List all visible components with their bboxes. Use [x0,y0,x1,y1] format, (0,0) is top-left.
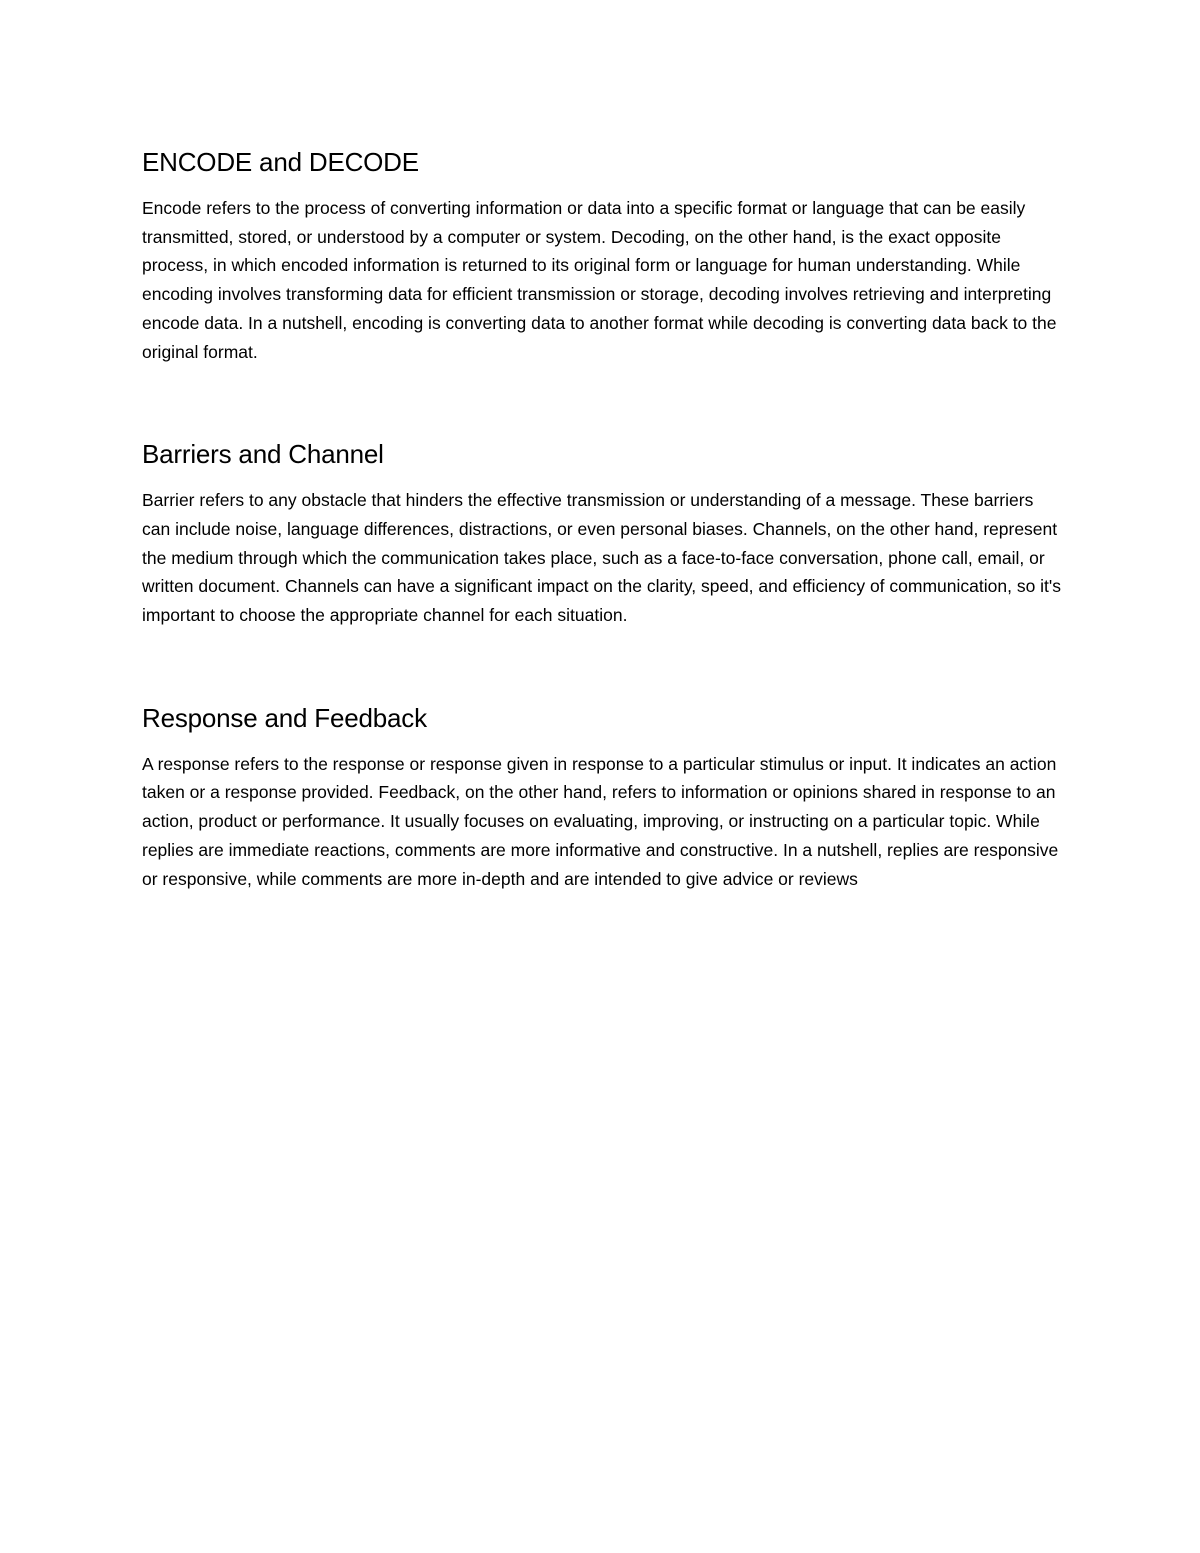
section-heading: ENCODE and DECODE [142,147,419,177]
section-response-feedback [142,694,1062,894]
section-barriers-channel [142,430,1062,630]
section-heading: Barriers and Channel [142,439,384,470]
section-encode-decode [142,138,1062,366]
section-paragraph: Encode refers to the process of converting information or data into a specific format or language that can be easily transmitted, stored, or understood by a computer or system. Decoding, on the other hand, is the exact opposite process, in which encoded information is returned to its original form or language for human understanding. While encoding involves transforming data for efficient transmission or storage, decoding involves retrieving and interpreting encode data. In a nutshell, encoding is converting data to another format while decoding is converting data back to the original format. [142,198,1057,362]
document-content [142,138,1062,893]
section-paragraph: A response refers to the response or response given in response to a particular stimulus or input. It indicates an action taken or a response provided. Feedback, on the other hand, refers to information or opinions shared in response to an action, product or performance. It usually focuses on evaluating, improving, or instructing on a particular topic. While replies are immediate reactions, comments are more informative and constructive. In a nutshell, replies are responsive or responsive, while comments are more in-depth and are intended to give advice or reviews [142,753,1059,889]
section-heading: Response and Feedback [142,702,427,733]
section-paragraph: Barrier refers to any obstacle that hinders the effective transmission or understanding of a message. These barriers can include noise, language differences, distractions, or even personal biases. Channels, on the other hand, represent the medium through which the communication takes place, such as a face-to-face conversation, phone call, email, or written document. Channels can have a significant impact on the clarity, speed, and efficiency of communication, so it's important to choose the appropriate channel for each situation. [142,490,1062,626]
